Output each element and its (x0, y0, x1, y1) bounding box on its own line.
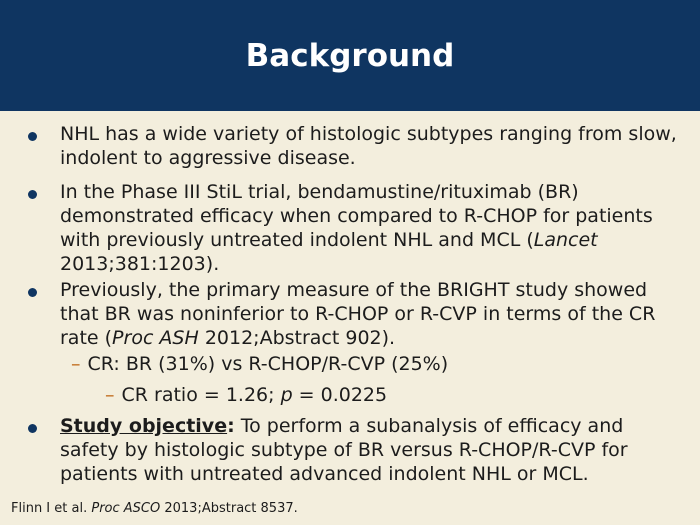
sub-bullet-2-text-b: = 0.0225 (292, 384, 388, 406)
bullet-4-text: To perform a subanalysis of efficacy and safety by histologic subtype of BR versus R-CHOP/R-CVP for patients with untreated advanced indolent NHL or MCL. (60, 415, 628, 485)
footer-citation (11, 500, 298, 518)
bullet-dot-icon (28, 190, 37, 199)
footer-authors: Flinn I et al. (11, 501, 92, 516)
p-symbol: p (280, 384, 293, 406)
bullet-dot-icon (28, 132, 37, 141)
sub-bullet-2-text-a: CR ratio = 1.26; (121, 384, 281, 406)
sub-bullet-1-text: CR: BR (31%) vs R-CHOP/R-CVP (25%) (87, 353, 449, 375)
bullet-3-citation: 2012;Abstract 902). (198, 327, 396, 349)
study-objective-label: Study objective (60, 415, 228, 437)
bullet-2-journal: Lancet (533, 229, 598, 251)
bullet-dot-icon (28, 288, 37, 297)
dash-icon: – (71, 353, 81, 375)
bullet-3 (60, 278, 684, 350)
bullet-3-text: Previously, the primary measure of the BRIGHT study showed that BR was noninferior to R-CHOP or R-CVP in terms of the CR rate ( (60, 279, 656, 349)
bullet-4 (60, 414, 684, 486)
bullet-2 (60, 180, 684, 276)
bullet-2-text: In the Phase III StiL trial, bendamustine/rituximab (BR) demonstrated efficacy when compared to R-CHOP for patients with previously untreated indolent NHL and MCL ( (60, 181, 653, 251)
footer-journal: Proc ASCO (91, 501, 161, 516)
study-objective-colon: : (227, 415, 235, 437)
bullet-1 (60, 122, 684, 170)
footer-rest: 2013;Abstract 8537. (160, 501, 298, 516)
sub-bullet-2 (105, 383, 387, 407)
sub-bullet-1 (71, 352, 448, 376)
bullet-1-text: NHL has a wide variety of histologic subtypes ranging from slow, indolent to aggressive disease. (60, 123, 677, 169)
bullet-3-journal: Proc ASH (112, 327, 199, 349)
bullet-dot-icon (28, 424, 37, 433)
slide-title: Background (245, 38, 455, 74)
dash-icon: – (105, 384, 115, 406)
bullet-2-citation: 2013;381:1203). (60, 253, 220, 275)
title-bar (0, 0, 700, 111)
